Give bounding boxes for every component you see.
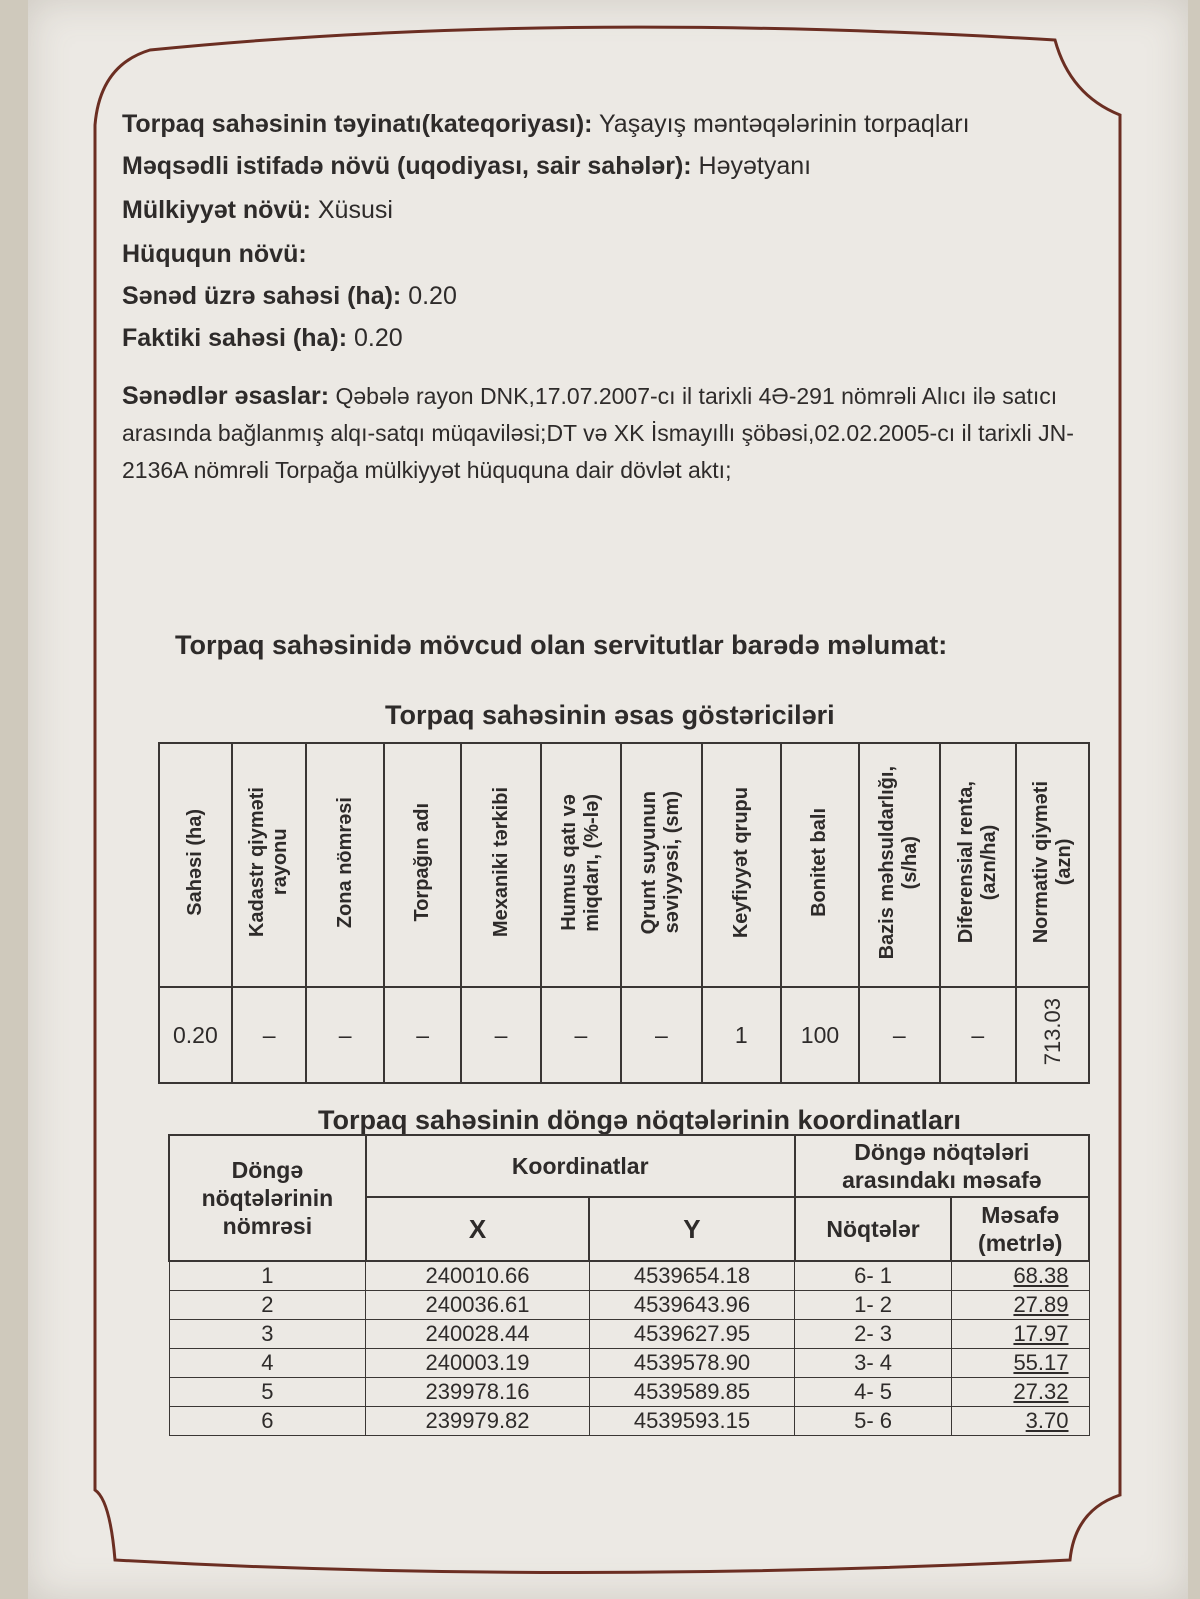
point-number-cell: 4 — [169, 1349, 366, 1378]
coordinates-header-row — [169, 1135, 1089, 1197]
header-meters: Məsafə (metrlə) — [951, 1197, 1089, 1261]
header-cell: Diferensial renta, (azn/ha) — [940, 743, 1017, 987]
header-cell: Humus qatı və miqdarı, (%-lə) — [541, 743, 621, 987]
header-cell: Bonitet balı — [781, 743, 859, 987]
points-cell: 5- 6 — [795, 1407, 952, 1436]
x-cell: 240003.19 — [366, 1349, 590, 1378]
header-x: X — [366, 1197, 590, 1261]
point-number-cell: 5 — [169, 1378, 366, 1407]
distance-cell: 27.89 — [951, 1291, 1089, 1320]
value-cell: – — [940, 987, 1017, 1083]
field-document-area: Sənəd üzrə sahəsi (ha): 0.20 — [122, 282, 457, 310]
header-cell: Sahəsi (ha) — [159, 743, 232, 987]
distance-cell: 68.38 — [951, 1261, 1089, 1291]
header-cell: Kadastr qiyməti rayonu — [232, 743, 307, 987]
point-number-cell: 6 — [169, 1407, 366, 1436]
x-cell: 240028.44 — [366, 1320, 590, 1349]
table-row — [169, 1349, 1089, 1378]
indicators-value-row — [159, 987, 1089, 1083]
field-usage-type: Məqsədli istifadə növü (uqodiyası, sair sahələr): Həyətyanı — [122, 152, 812, 180]
field-actual-area: Faktiki sahəsi (ha): 0.20 — [122, 324, 403, 352]
table-row — [169, 1320, 1089, 1349]
table-row — [169, 1261, 1089, 1291]
distance-cell: 17.97 — [951, 1320, 1089, 1349]
value-cell: – — [384, 987, 461, 1083]
points-cell: 4- 5 — [795, 1378, 952, 1407]
indicators-header-row — [159, 743, 1089, 987]
x-cell: 239979.82 — [366, 1407, 590, 1436]
x-cell: 239978.16 — [366, 1378, 590, 1407]
indicators-heading: Torpaq sahəsinin əsas göstəriciləri — [385, 700, 835, 730]
value-cell: 713.03 — [1016, 987, 1089, 1083]
table-row — [169, 1291, 1089, 1320]
coordinates-table — [168, 1134, 1090, 1436]
servitude-heading: Torpaq sahəsinidə mövcud olan servitutlar barədə məlumat: — [175, 630, 948, 660]
value-cell: – — [232, 987, 307, 1083]
points-cell: 6- 1 — [795, 1261, 952, 1291]
header-cell: Bazis məhsuldarlığı, (s/ha) — [859, 743, 939, 987]
table-row — [169, 1378, 1089, 1407]
point-number-cell: 3 — [169, 1320, 366, 1349]
x-cell: 240010.66 — [366, 1261, 590, 1291]
header-y: Y — [589, 1197, 794, 1261]
value-cell: 1 — [702, 987, 781, 1083]
point-number-cell: 1 — [169, 1261, 366, 1291]
header-cell: Zona nömrəsi — [306, 743, 383, 987]
value-cell: – — [306, 987, 383, 1083]
header-points: Nöqtələr — [795, 1197, 952, 1261]
y-cell: 4539578.90 — [589, 1349, 794, 1378]
indicators-table — [158, 742, 1090, 1084]
table-row — [169, 1407, 1089, 1436]
distance-cell: 55.17 — [951, 1349, 1089, 1378]
field-category: Torpaq sahəsinin təyinatı(kateqoriyası): Yaşayış məntəqələrinin torpaqları — [122, 110, 970, 138]
value-cell: – — [461, 987, 540, 1083]
y-cell: 4539643.96 — [589, 1291, 794, 1320]
value-cell: 0.20 — [159, 987, 232, 1083]
points-cell: 3- 4 — [795, 1349, 952, 1378]
header-cell: Normativ qiyməti (azn) — [1016, 743, 1089, 987]
coordinates-heading: Torpaq sahəsinin döngə nöqtələrinin koordinatları — [318, 1105, 962, 1135]
header-point-number: Döngə nöqtələrinin nömrəsi — [169, 1135, 366, 1261]
x-cell: 240036.61 — [366, 1291, 590, 1320]
y-cell: 4539593.15 — [589, 1407, 794, 1436]
header-cell: Keyfiyyət qrupu — [702, 743, 781, 987]
points-cell: 2- 3 — [795, 1320, 952, 1349]
value-cell: – — [541, 987, 621, 1083]
points-cell: 1- 2 — [795, 1291, 952, 1320]
value-cell: – — [859, 987, 939, 1083]
documents-basis: Sənədlər əsaslar: Qəbələ rayon DNK,17.07.2007-cı il tarixli 4Ə-291 nömrəli Alıcı ilə satıcı arasında bağlanmış alqı-satqı müqaviləsi;DT və XK İsmayıllı şöbəsi,02.02.2005-cı il tarixli JN-2136A nömrəli Torpağa mülkiyyət hüququna dair dövlət aktı; — [122, 382, 1074, 483]
value-cell: – — [621, 987, 701, 1083]
header-cell: Mexaniki tərkibi — [461, 743, 540, 987]
header-distance: Döngə nöqtələri arasındakı məsafə — [795, 1135, 1089, 1197]
distance-cell: 3.70 — [951, 1407, 1089, 1436]
point-number-cell: 2 — [169, 1291, 366, 1320]
header-cell: Torpağın adı — [384, 743, 461, 987]
header-cell: Qrunt suyunun səviyyəsi, (sm) — [621, 743, 701, 987]
header-coordinates: Koordinatlar — [366, 1135, 795, 1197]
y-cell: 4539627.95 — [589, 1320, 794, 1349]
field-ownership-type: Mülkiyyət növü: Xüsusi — [122, 196, 393, 224]
y-cell: 4539654.18 — [589, 1261, 794, 1291]
y-cell: 4539589.85 — [589, 1378, 794, 1407]
distance-cell: 27.32 — [951, 1378, 1089, 1407]
field-right-type: Hüququn növü: — [122, 240, 307, 268]
value-cell: 100 — [781, 987, 859, 1083]
